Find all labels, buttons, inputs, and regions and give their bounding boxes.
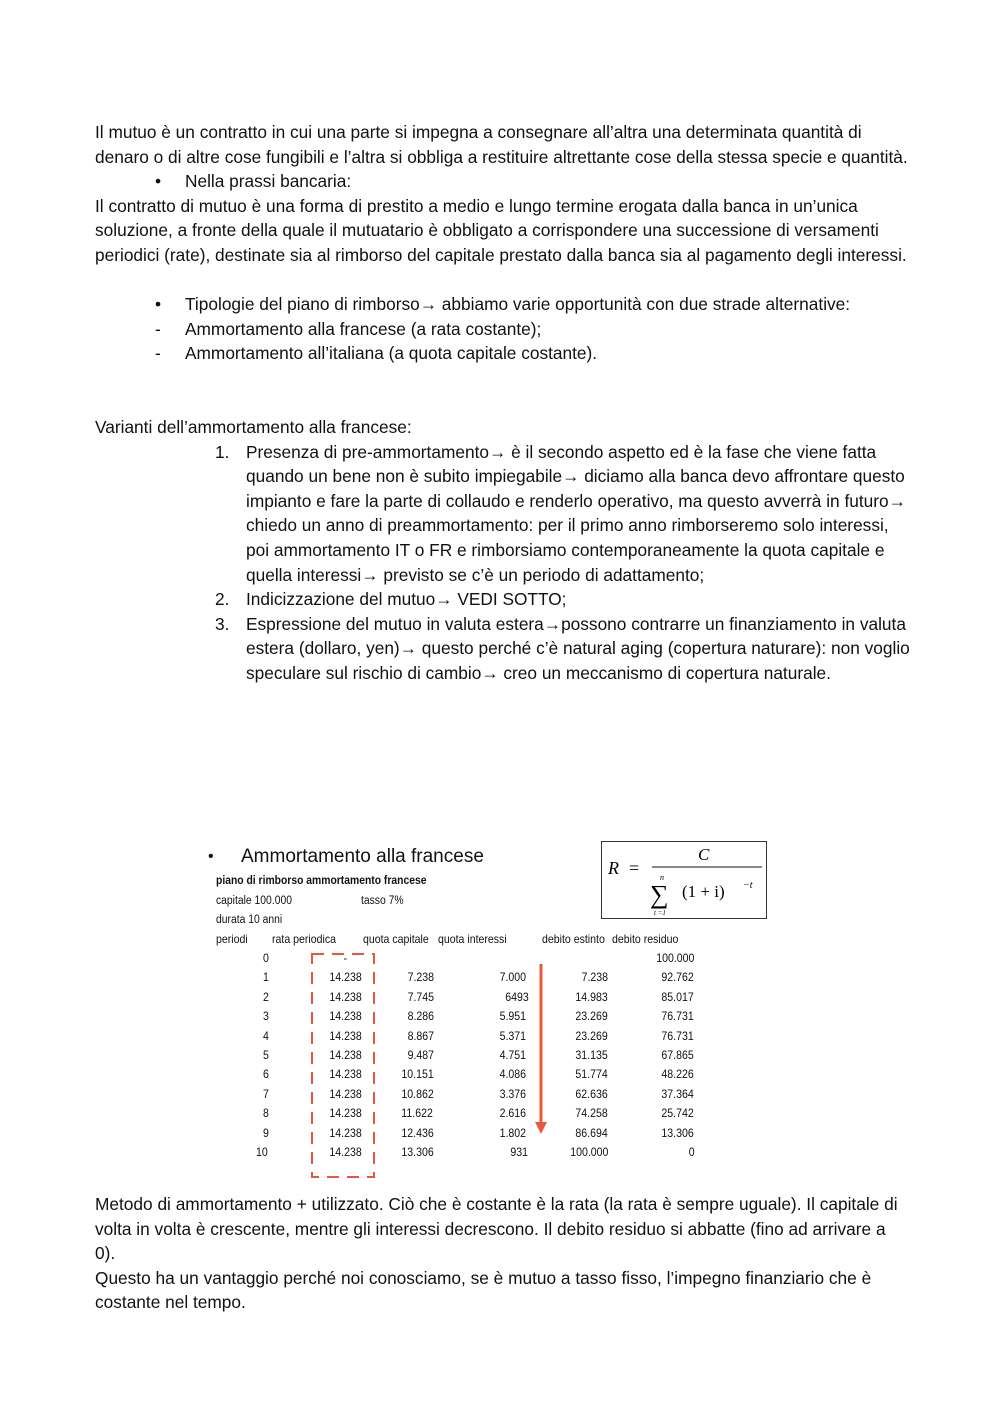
table-cell: 100.000 — [656, 951, 695, 965]
numbered-item — [95, 587, 910, 612]
table-cell: 23.269 — [575, 1028, 609, 1043]
table-cell: 14.238 — [329, 1106, 363, 1121]
table-cell: 25.742 — [661, 1106, 695, 1121]
bullet-marker: • — [155, 171, 162, 192]
sum-bottom: t =1 — [654, 909, 666, 917]
document-body — [95, 120, 910, 685]
table-cell: 100.000 — [570, 1145, 609, 1159]
table-cell: 8.867 — [407, 1028, 434, 1043]
table-cell: 51.774 — [575, 1067, 609, 1082]
table-cell: 7 — [262, 1086, 269, 1101]
table-cell: 31.135 — [575, 1048, 609, 1062]
table-cell: 8.286 — [407, 1009, 434, 1024]
table-cell: 931 — [510, 1145, 528, 1159]
table-cell: 48.226 — [661, 1067, 695, 1082]
table-cell: 12.436 — [401, 1125, 435, 1140]
table-cell: 10.862 — [401, 1086, 435, 1101]
table-header-cell: quota interessi — [438, 932, 507, 946]
dash-item — [95, 317, 910, 342]
table-cell: 2.616 — [499, 1106, 526, 1121]
table-cell: 92.762 — [661, 970, 695, 985]
table-cell: 76.731 — [661, 1028, 695, 1043]
formula-eq: = — [629, 858, 640, 878]
numbered-text: Presenza di pre-ammortamento→ è il secondo aspetto ed è la fase che viene fatta quando un bene non è subito impiegabile→ diciamo alla banca devo affrontare questo impianto e fare la parte di collaudo e renderlo operativo, ma questo avverrà in futuro→ chiedo un anno di preammortamento: per il primo anno rimborseremo solo interessi, poi ammortamento IT o FR e rimborsiamo contemporaneamente la quota capitale e quella interessi→ previsto se c’è un periodo di adattamento; — [246, 441, 906, 585]
bullet-text: Tipologie del piano di rimborso→ abbiamo varie opportunità con due strade alternative: — [185, 294, 851, 315]
amortization-figure — [200, 838, 780, 1183]
table-cell: 5.371 — [499, 1028, 526, 1043]
number-marker: 2. — [215, 589, 230, 610]
number-marker: 3. — [215, 613, 230, 634]
table-cell: 37.364 — [661, 1086, 695, 1101]
dash-marker: - — [155, 343, 161, 364]
table-cell: 13.306 — [661, 1125, 695, 1140]
figure-title: Ammortamento alla francese — [241, 846, 484, 867]
table-cell: 4 — [262, 1028, 269, 1043]
table-cell: 1 — [262, 970, 269, 985]
sigma-icon: ∑ — [650, 880, 669, 909]
metodo-paragraph: Metodo di ammortamento + utilizzato. Ciò che è costante è la rata (la rata è sempre uguale). Il capitale di volta in volta è crescente, mentre gli interessi decrescono. Il debito residuo si abbatte (fino ad arrivare a 0). — [95, 1194, 898, 1264]
table-cell: 6 — [262, 1067, 269, 1082]
document-body-bottom — [95, 1192, 910, 1315]
arrow-icon: → — [419, 294, 437, 315]
table-cell: 3 — [262, 1009, 269, 1024]
table-cell: 4.086 — [499, 1067, 526, 1082]
table-cell: 14.238 — [329, 1028, 363, 1043]
dash-marker: - — [155, 318, 161, 339]
varianti-heading: Varianti dell’ammortamento alla francese: — [95, 416, 412, 437]
numbered-item — [95, 440, 910, 588]
dash-item — [95, 341, 910, 366]
table-cell: 14.238 — [329, 1067, 363, 1082]
rata-highlight-box — [312, 954, 374, 1177]
table-header-cell: periodi — [216, 932, 248, 946]
table-header-cell: quota capitale — [363, 932, 429, 946]
table-header-cell: debito estinto — [542, 932, 605, 946]
bullet-text: Nella prassi bancaria: — [185, 171, 352, 192]
table-cell: 14.238 — [329, 989, 363, 1004]
table-cell: 14.238 — [329, 1086, 363, 1101]
table-cell: - — [343, 951, 347, 965]
table-cell: 86.694 — [575, 1125, 609, 1140]
table-cell: 74.258 — [575, 1106, 609, 1121]
figure-durata: durata 10 anni — [216, 914, 283, 926]
table-cell: 5.951 — [499, 1009, 526, 1024]
table-header-cell: debito residuo — [612, 932, 679, 946]
figure-subtitle: piano di rimborso ammortamento francese — [216, 875, 427, 887]
table-cell: 14.238 — [329, 1145, 363, 1159]
table-cell: 62.636 — [575, 1086, 609, 1101]
table-header-cell: rata periodica — [272, 932, 336, 946]
table-cell: 7.745 — [407, 989, 434, 1004]
table-cell: 14.238 — [329, 1048, 363, 1062]
table-cell: 8 — [262, 1106, 269, 1121]
table-cell: 14.238 — [329, 970, 363, 985]
table-cell: 5 — [262, 1048, 269, 1062]
figure-bullet: • — [208, 848, 214, 865]
table-cell: 0 — [688, 1145, 695, 1159]
arrow-down-icon — [535, 1122, 547, 1134]
prassi-paragraph: Il contratto di mutuo è una forma di prestito a medio e lungo termine erogata dalla banca in un’unica soluzione, a fronte della quale il mutuatario è obbligato a corrispondere una successione di versamenti periodici (rate), destinate sia al rimborso del capitale prestato dalla banca sia al pagamento degli interessi. — [95, 195, 907, 265]
table-cell: 7.238 — [407, 970, 434, 985]
formula-numerator: C — [698, 845, 710, 864]
table-cell: 4.751 — [499, 1048, 526, 1062]
table-cell: 10.151 — [401, 1067, 435, 1082]
formula-svg — [602, 842, 768, 920]
table-cell: 1.802 — [499, 1125, 526, 1140]
numbered-item — [95, 612, 910, 686]
table-cell: 14.983 — [575, 989, 609, 1004]
number-marker: 1. — [215, 441, 230, 462]
table-cell: 7.238 — [581, 970, 608, 985]
formula-exponent: −t — [743, 880, 753, 891]
table-cell: 76.731 — [661, 1009, 695, 1024]
table-cell: 23.269 — [575, 1009, 609, 1024]
table-cell: 7.000 — [499, 970, 526, 985]
table-cell: 14.238 — [329, 1125, 363, 1140]
numbered-text: Espressione del mutuo in valuta estera→possono contrarre un finanziamento in valuta estera (dollaro, yen)→ questo perché c’è natural aging (copertura naturare): non voglio speculare sul rischio di cambio→ creo un meccanismo di copertura naturale. — [246, 613, 910, 683]
figure-tasso: tasso 7% — [361, 895, 404, 907]
table-cell: 10 — [256, 1145, 268, 1159]
table-cell: 14.238 — [329, 1009, 363, 1024]
dash-text: Ammortamento all’italiana (a quota capitale costante). — [185, 343, 598, 364]
table-cell: 85.017 — [661, 989, 695, 1004]
vantaggio-paragraph: Questo ha un vantaggio perché noi conosciamo, se è mutuo a tasso fisso, l’impegno finanziario che è costante nel tempo. — [95, 1267, 872, 1313]
table-cell: 9.487 — [407, 1048, 434, 1062]
sum-top: n — [660, 873, 664, 882]
table-cell: 9 — [262, 1125, 269, 1140]
bullet-item — [95, 169, 910, 194]
formula-box — [601, 841, 767, 919]
formula-denominator: (1 + i) — [682, 882, 725, 901]
table-cell: 67.865 — [661, 1048, 695, 1062]
bullet-item — [95, 292, 910, 317]
numbered-text: Indicizzazione del mutuo→ VEDI SOTTO; — [246, 589, 567, 610]
table-cell: 6493 — [504, 989, 529, 1004]
bullet-marker: • — [155, 294, 162, 315]
table-cell: 13.306 — [401, 1145, 435, 1159]
intro-paragraph: Il mutuo è un contratto in cui una parte si impegna a consegnare all’altra una determinata quantità di denaro o di altre cose fungibili e l’altra si obbliga a restituire altrettante cose della stessa specie e quantità. — [95, 122, 908, 167]
table-cell: 3.376 — [499, 1086, 526, 1101]
formula-lhs: R — [608, 858, 619, 878]
table-cell: 11.622 — [401, 1106, 434, 1121]
figure-capitale: capitale 100.000 — [216, 895, 292, 907]
table-cell: 2 — [262, 989, 269, 1004]
table-cell: 0 — [262, 951, 269, 965]
dash-text: Ammortamento alla francese (a rata costante); — [185, 318, 542, 339]
